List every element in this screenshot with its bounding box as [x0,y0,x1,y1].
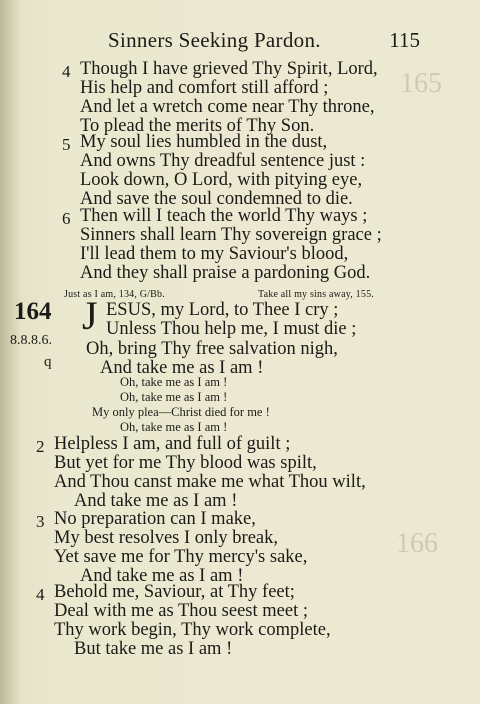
verse-line: And they shall praise a pardoning God. [80,263,371,283]
chorus-line: My only plea—Christ died for me ! [92,405,270,419]
verse-line: And Thou canst make me what Thou wilt, [54,472,366,492]
verse-line: And save the soul condemned to die. [80,189,353,209]
verse-line: My soul lies humbled in the dust, [80,132,328,152]
page-title: Sinners Seeking Pardon. [108,28,321,52]
verse-number: 2 [36,437,45,456]
page-number: 115 [389,28,420,52]
tune-note-left: Just as I am, 134, G/Bb. [64,289,165,300]
bleed-through-166: 166 [396,528,438,559]
verse-line: And let a wretch come near Thy throne, [80,97,375,117]
verse-line: Behold me, Saviour, at Thy feet; [54,582,295,602]
drop-cap: J [82,293,98,338]
verse-number: 5 [62,135,71,154]
hymn-line-4: And take me as I am ! [100,358,264,378]
hymn-key: q [44,354,52,370]
verse-number: 3 [36,512,45,531]
verse-line: Helpless I am, and full of guilt ; [54,434,291,454]
verse-line: Then will I teach the world Thy ways ; [80,206,368,226]
hymn-first-line: ESUS, my Lord, to Thee I cry ; [106,300,339,320]
hymn-line-2: Unless Thou help me, I must die ; [106,319,357,339]
verse-line: Yet save me for Thy mercy's sake, [54,547,308,567]
book-spine [0,0,20,704]
tune-note-right: Take all my sins away, 155. [258,289,374,300]
bleed-through-165: 165 [400,68,442,99]
verse-line: No preparation can I make, [54,509,256,529]
chorus-line: Oh, take me as I am ! [120,375,228,389]
verse-line: To plead the merits of Thy Son. [80,116,315,136]
verse-number: 4 [36,585,45,604]
hymn-line-3: Oh, bring Thy free salvation nigh, [86,339,338,359]
verse-number: 4 [62,62,71,81]
verse-line: But yet for me Thy blood was spilt, [54,453,317,473]
verse-line: I'll lead them to my Saviour's blood, [80,244,349,264]
verse-line: And take me as I am ! [74,491,238,511]
verse-line: Deal with me as Thou seest meet ; [54,601,308,621]
hymn-number: 164 [14,298,52,325]
verse-line: But take me as I am ! [74,639,233,659]
hymn-meter: 8.8.8.6. [10,333,52,348]
verse-number: 6 [62,209,71,228]
verse-line: And take me as I am ! [80,566,244,586]
verse-line: Look down, O Lord, with pitying eye, [80,170,363,190]
verse-line: Though I have grieved Thy Spirit, Lord, [80,59,378,79]
verse-line: And owns Thy dreadful sentence just : [80,151,366,171]
verse-line: Sinners shall learn Thy sovereign grace ; [80,225,382,245]
verse-line: Thy work begin, Thy work complete, [54,620,331,640]
verse-line: My best resolves I only break, [54,528,279,548]
verse-line: His help and comfort still afford ; [80,78,329,98]
chorus-line: Oh, take me as I am ! [120,420,228,434]
chorus-line: Oh, take me as I am ! [120,390,228,404]
